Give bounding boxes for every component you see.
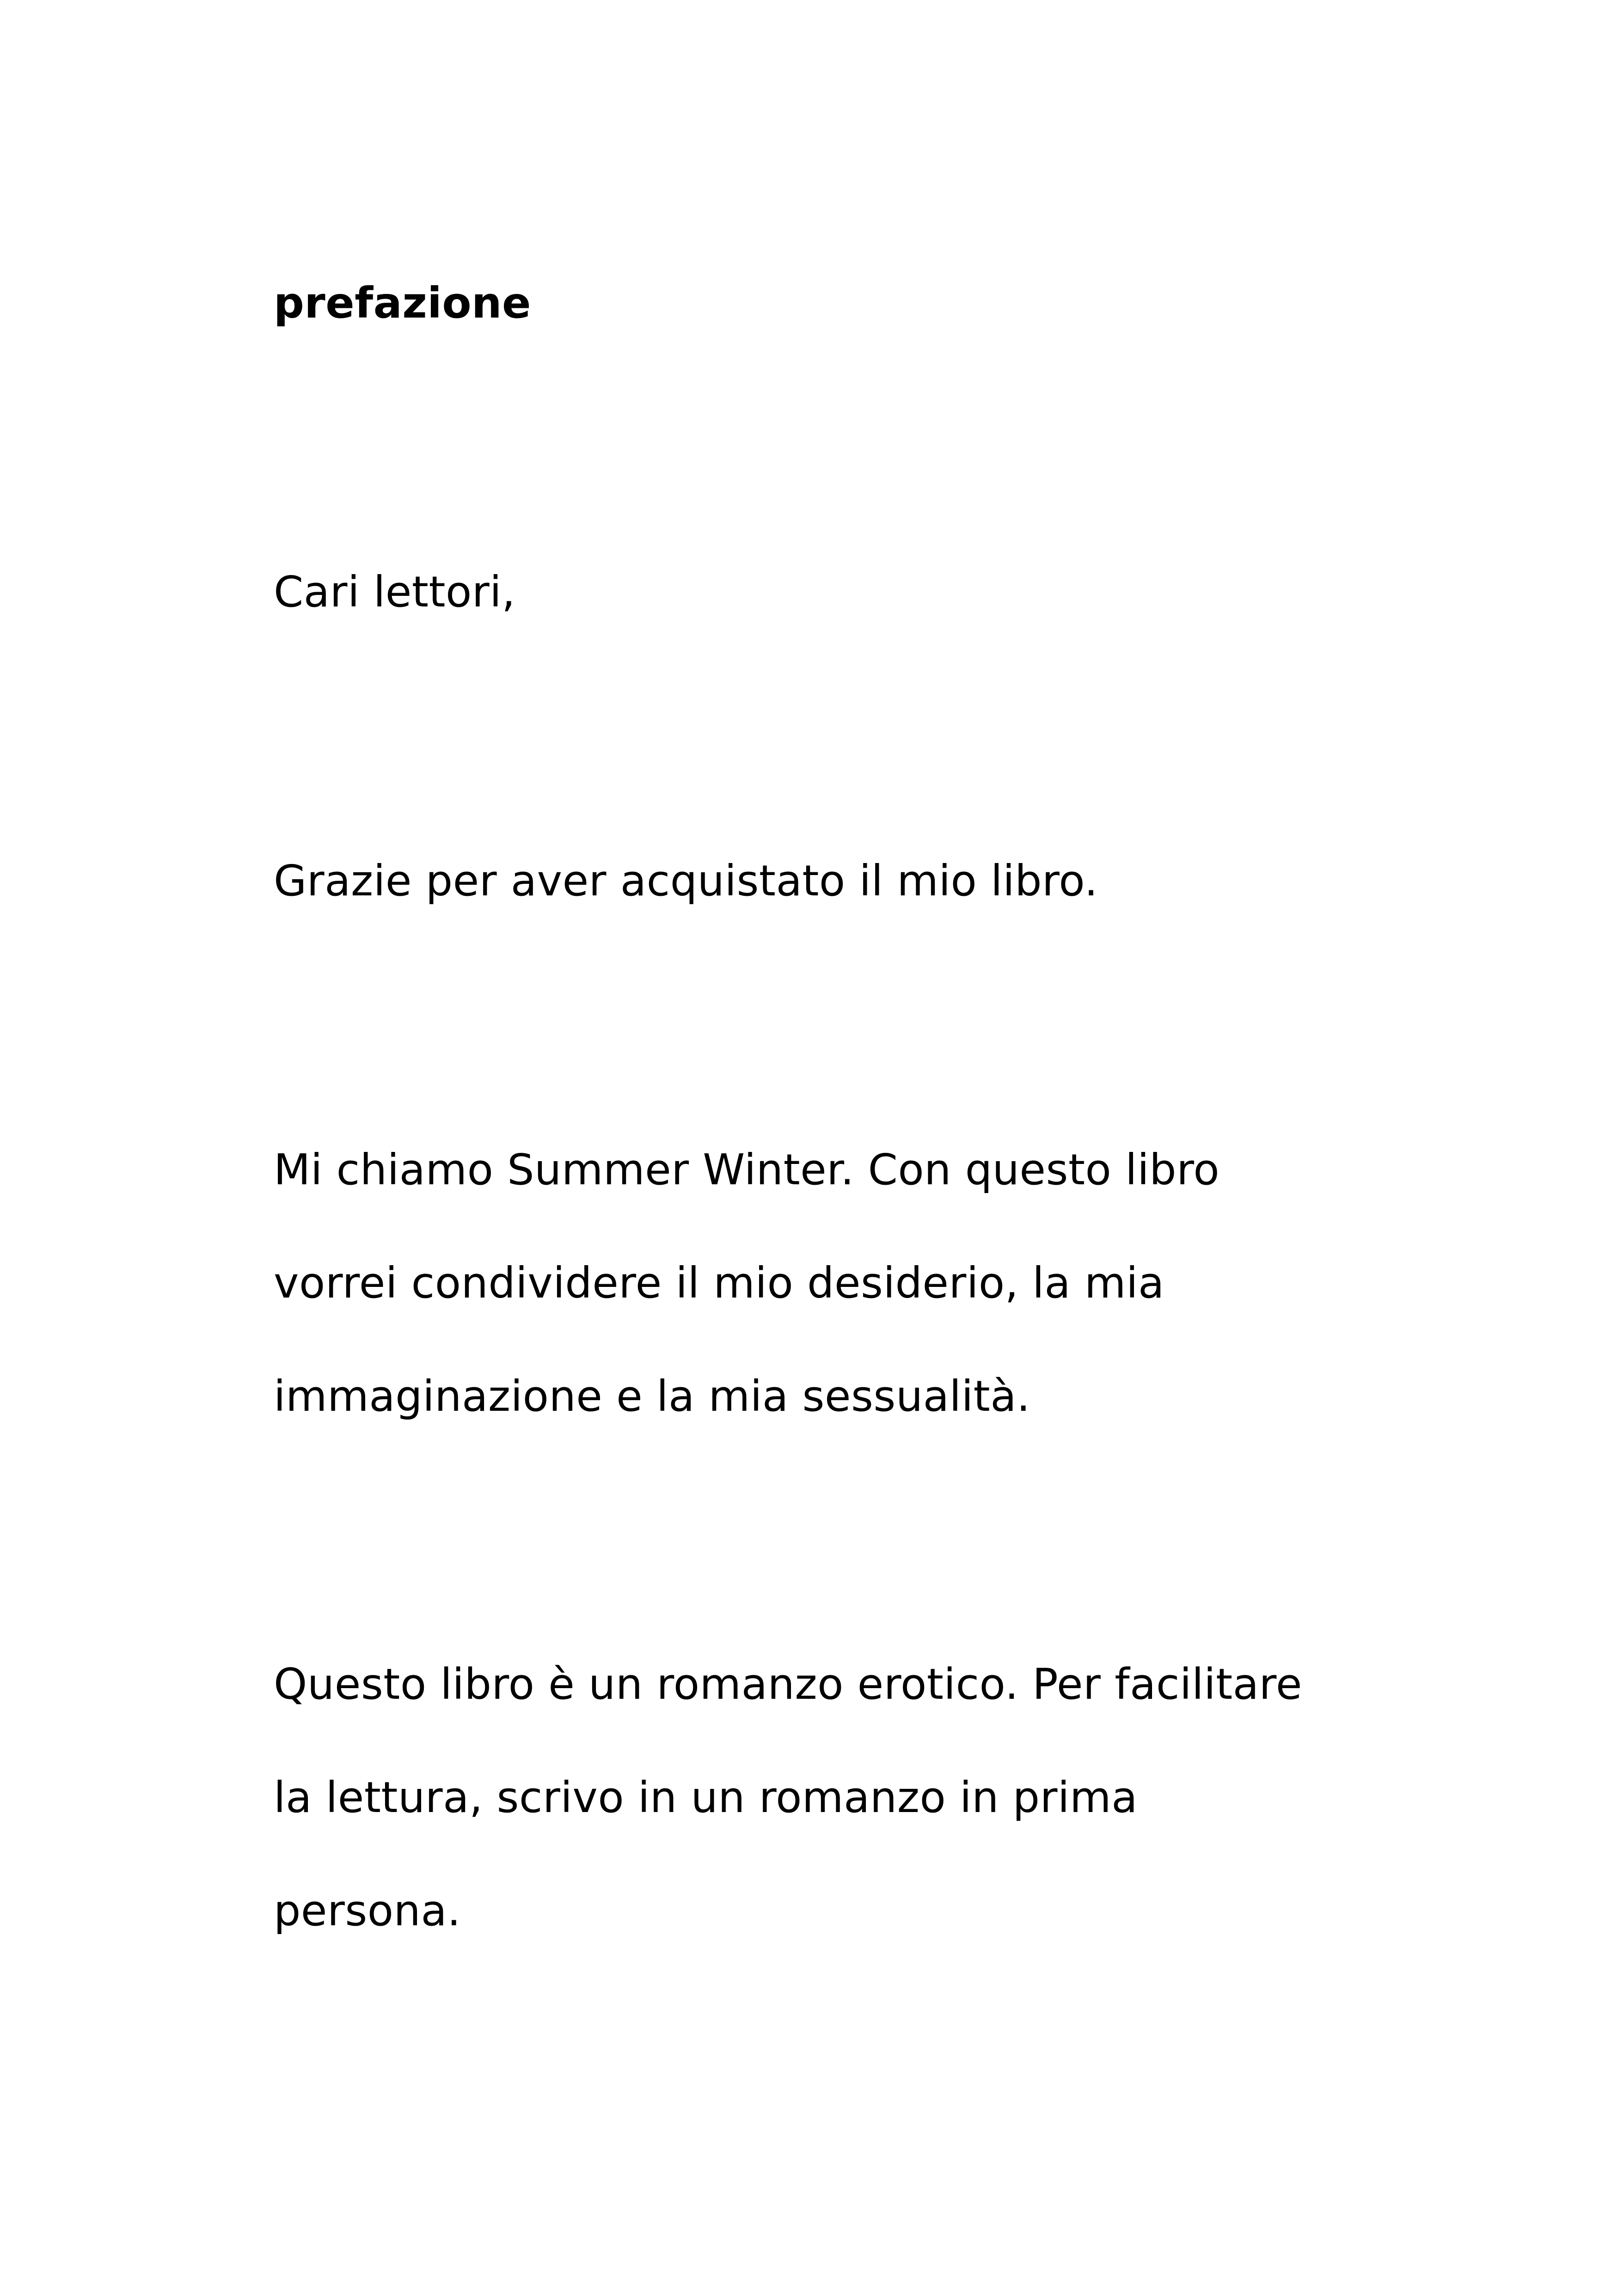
salutation: Cari lettori, — [274, 567, 515, 617]
paragraph-line: Grazie per aver acquistato il mio libro. — [274, 856, 1098, 906]
paragraph-line: Mi chiamo Summer Winter. Con questo libro — [274, 1145, 1220, 1194]
paragraph-line: Questo libro è un romanzo erotico. Per facilitare — [274, 1659, 1302, 1709]
paragraph-line: persona. — [274, 1886, 461, 1935]
page-heading: prefazione — [274, 278, 531, 328]
paragraph-line: la lettura, scrivo in un romanzo in prima — [274, 1773, 1138, 1822]
paragraph-line: immaginazione e la mia sessualità. — [274, 1371, 1030, 1421]
paragraph-line: vorrei condividere il mio desiderio, la mia — [274, 1258, 1164, 1308]
